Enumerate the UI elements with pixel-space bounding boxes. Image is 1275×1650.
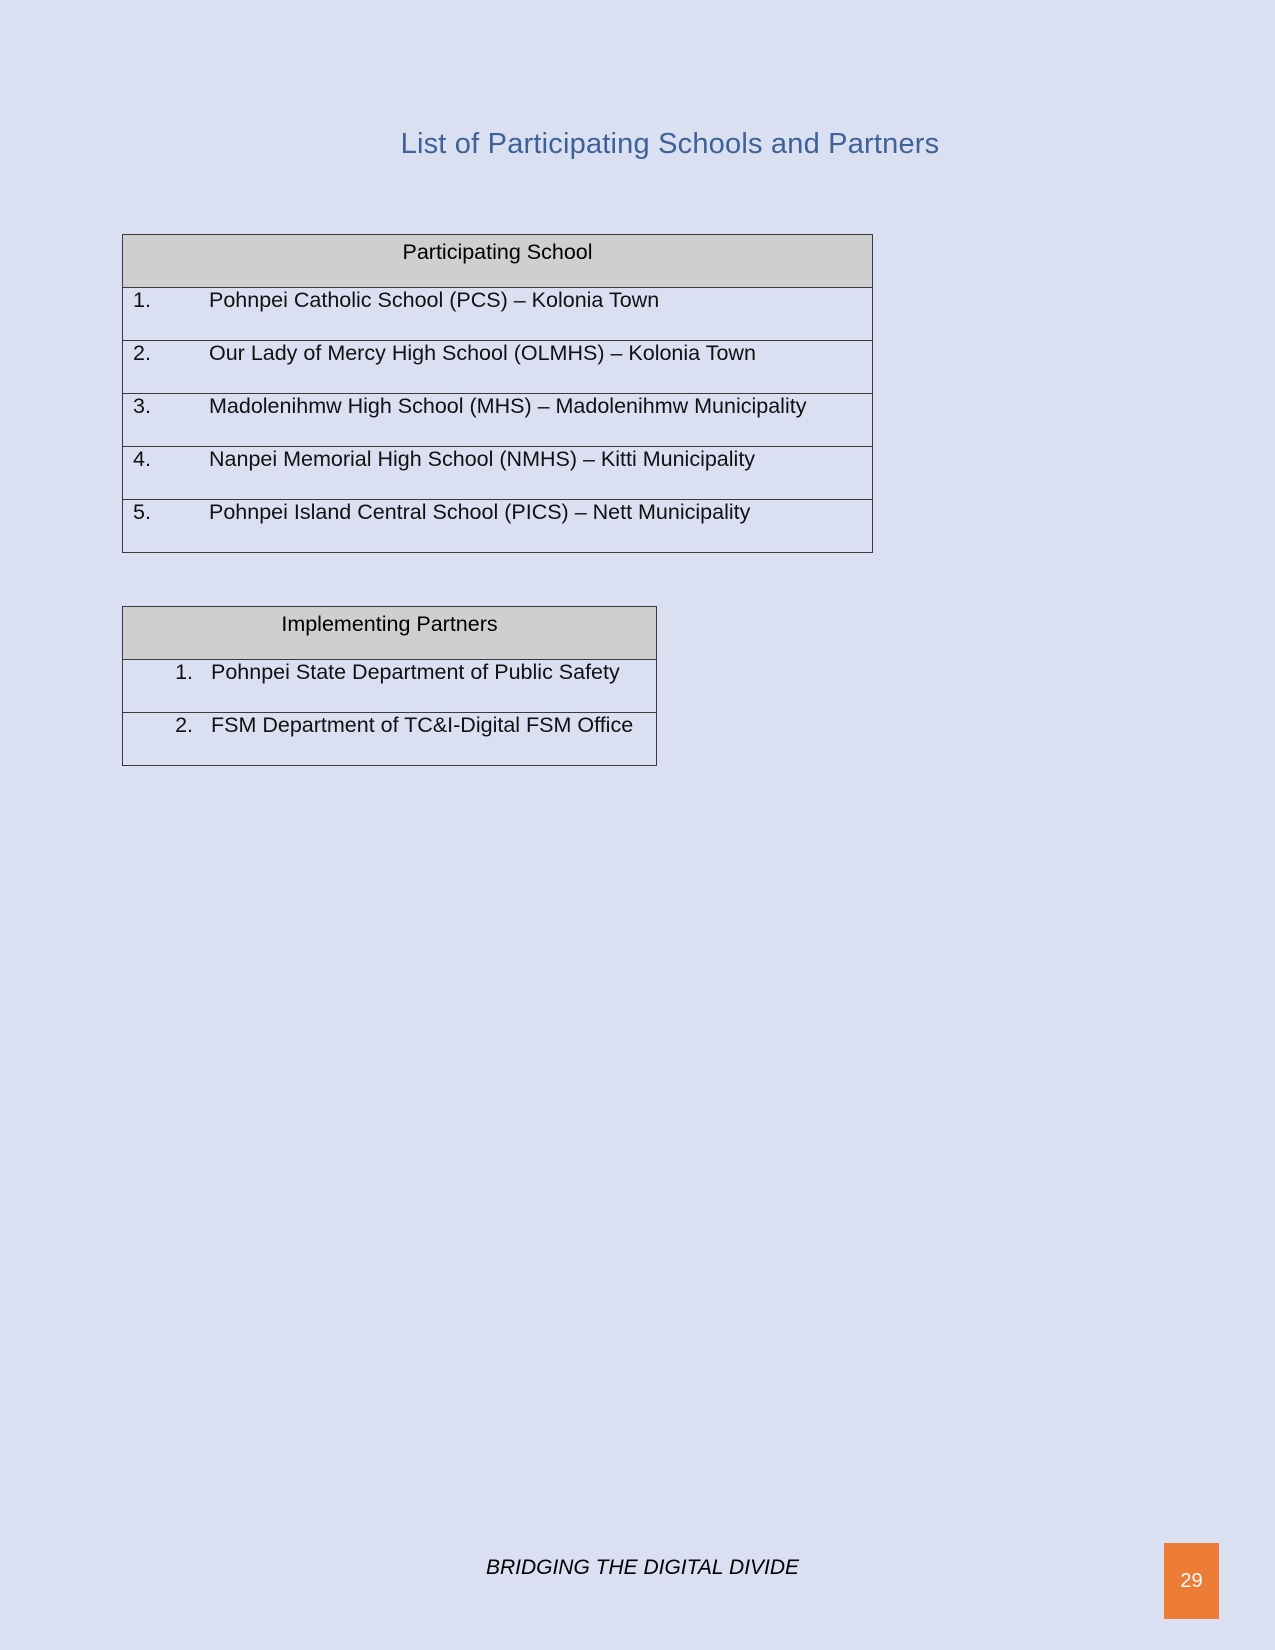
row-number: 4. xyxy=(133,447,151,471)
participating-schools-table xyxy=(122,234,873,553)
row-number: 1. xyxy=(175,660,193,684)
table-row xyxy=(123,713,657,766)
partner-name: FSM Department of TC&I-Digital FSM Office xyxy=(211,713,634,737)
table-cell xyxy=(123,660,657,713)
table-header: Implementing Partners xyxy=(123,607,657,660)
school-name: Madolenihmw High School (MHS) – Madolenihmw Municipality xyxy=(209,394,807,418)
table-row xyxy=(123,341,873,394)
table-cell xyxy=(123,288,873,341)
page-title: List of Participating Schools and Partners xyxy=(400,128,940,160)
table-row xyxy=(123,394,873,447)
row-number: 2. xyxy=(175,713,193,737)
table-cell xyxy=(123,500,873,553)
school-name: Our Lady of Mercy High School (OLMHS) – Kolonia Town xyxy=(209,341,756,365)
school-name: Pohnpei Catholic School (PCS) – Kolonia Town xyxy=(209,288,660,312)
implementing-partners-table xyxy=(122,606,657,766)
table-header-row xyxy=(123,607,657,660)
table-cell xyxy=(123,341,873,394)
table-row xyxy=(123,288,873,341)
table-row xyxy=(123,447,873,500)
footer-title: BRIDGING THE DIGITAL DIVIDE xyxy=(485,1556,800,1579)
table-header: Participating School xyxy=(123,235,873,288)
page-number: 29 xyxy=(1180,1569,1203,1592)
table-cell xyxy=(123,713,657,766)
school-name: Pohnpei Island Central School (PICS) – Nett Municipality xyxy=(209,500,751,524)
row-number: 5. xyxy=(133,500,151,524)
table-row xyxy=(123,660,657,713)
school-name: Nanpei Memorial High School (NMHS) – Kitti Municipality xyxy=(209,447,756,471)
partner-name: Pohnpei State Department of Public Safety xyxy=(211,660,620,684)
row-number: 2. xyxy=(133,341,151,365)
row-number: 1. xyxy=(133,288,151,312)
table-cell xyxy=(123,447,873,500)
table-cell xyxy=(123,394,873,447)
table-header-row xyxy=(123,235,873,288)
page-number-badge xyxy=(1164,1543,1219,1619)
row-number: 3. xyxy=(133,394,151,418)
table-row xyxy=(123,500,873,553)
